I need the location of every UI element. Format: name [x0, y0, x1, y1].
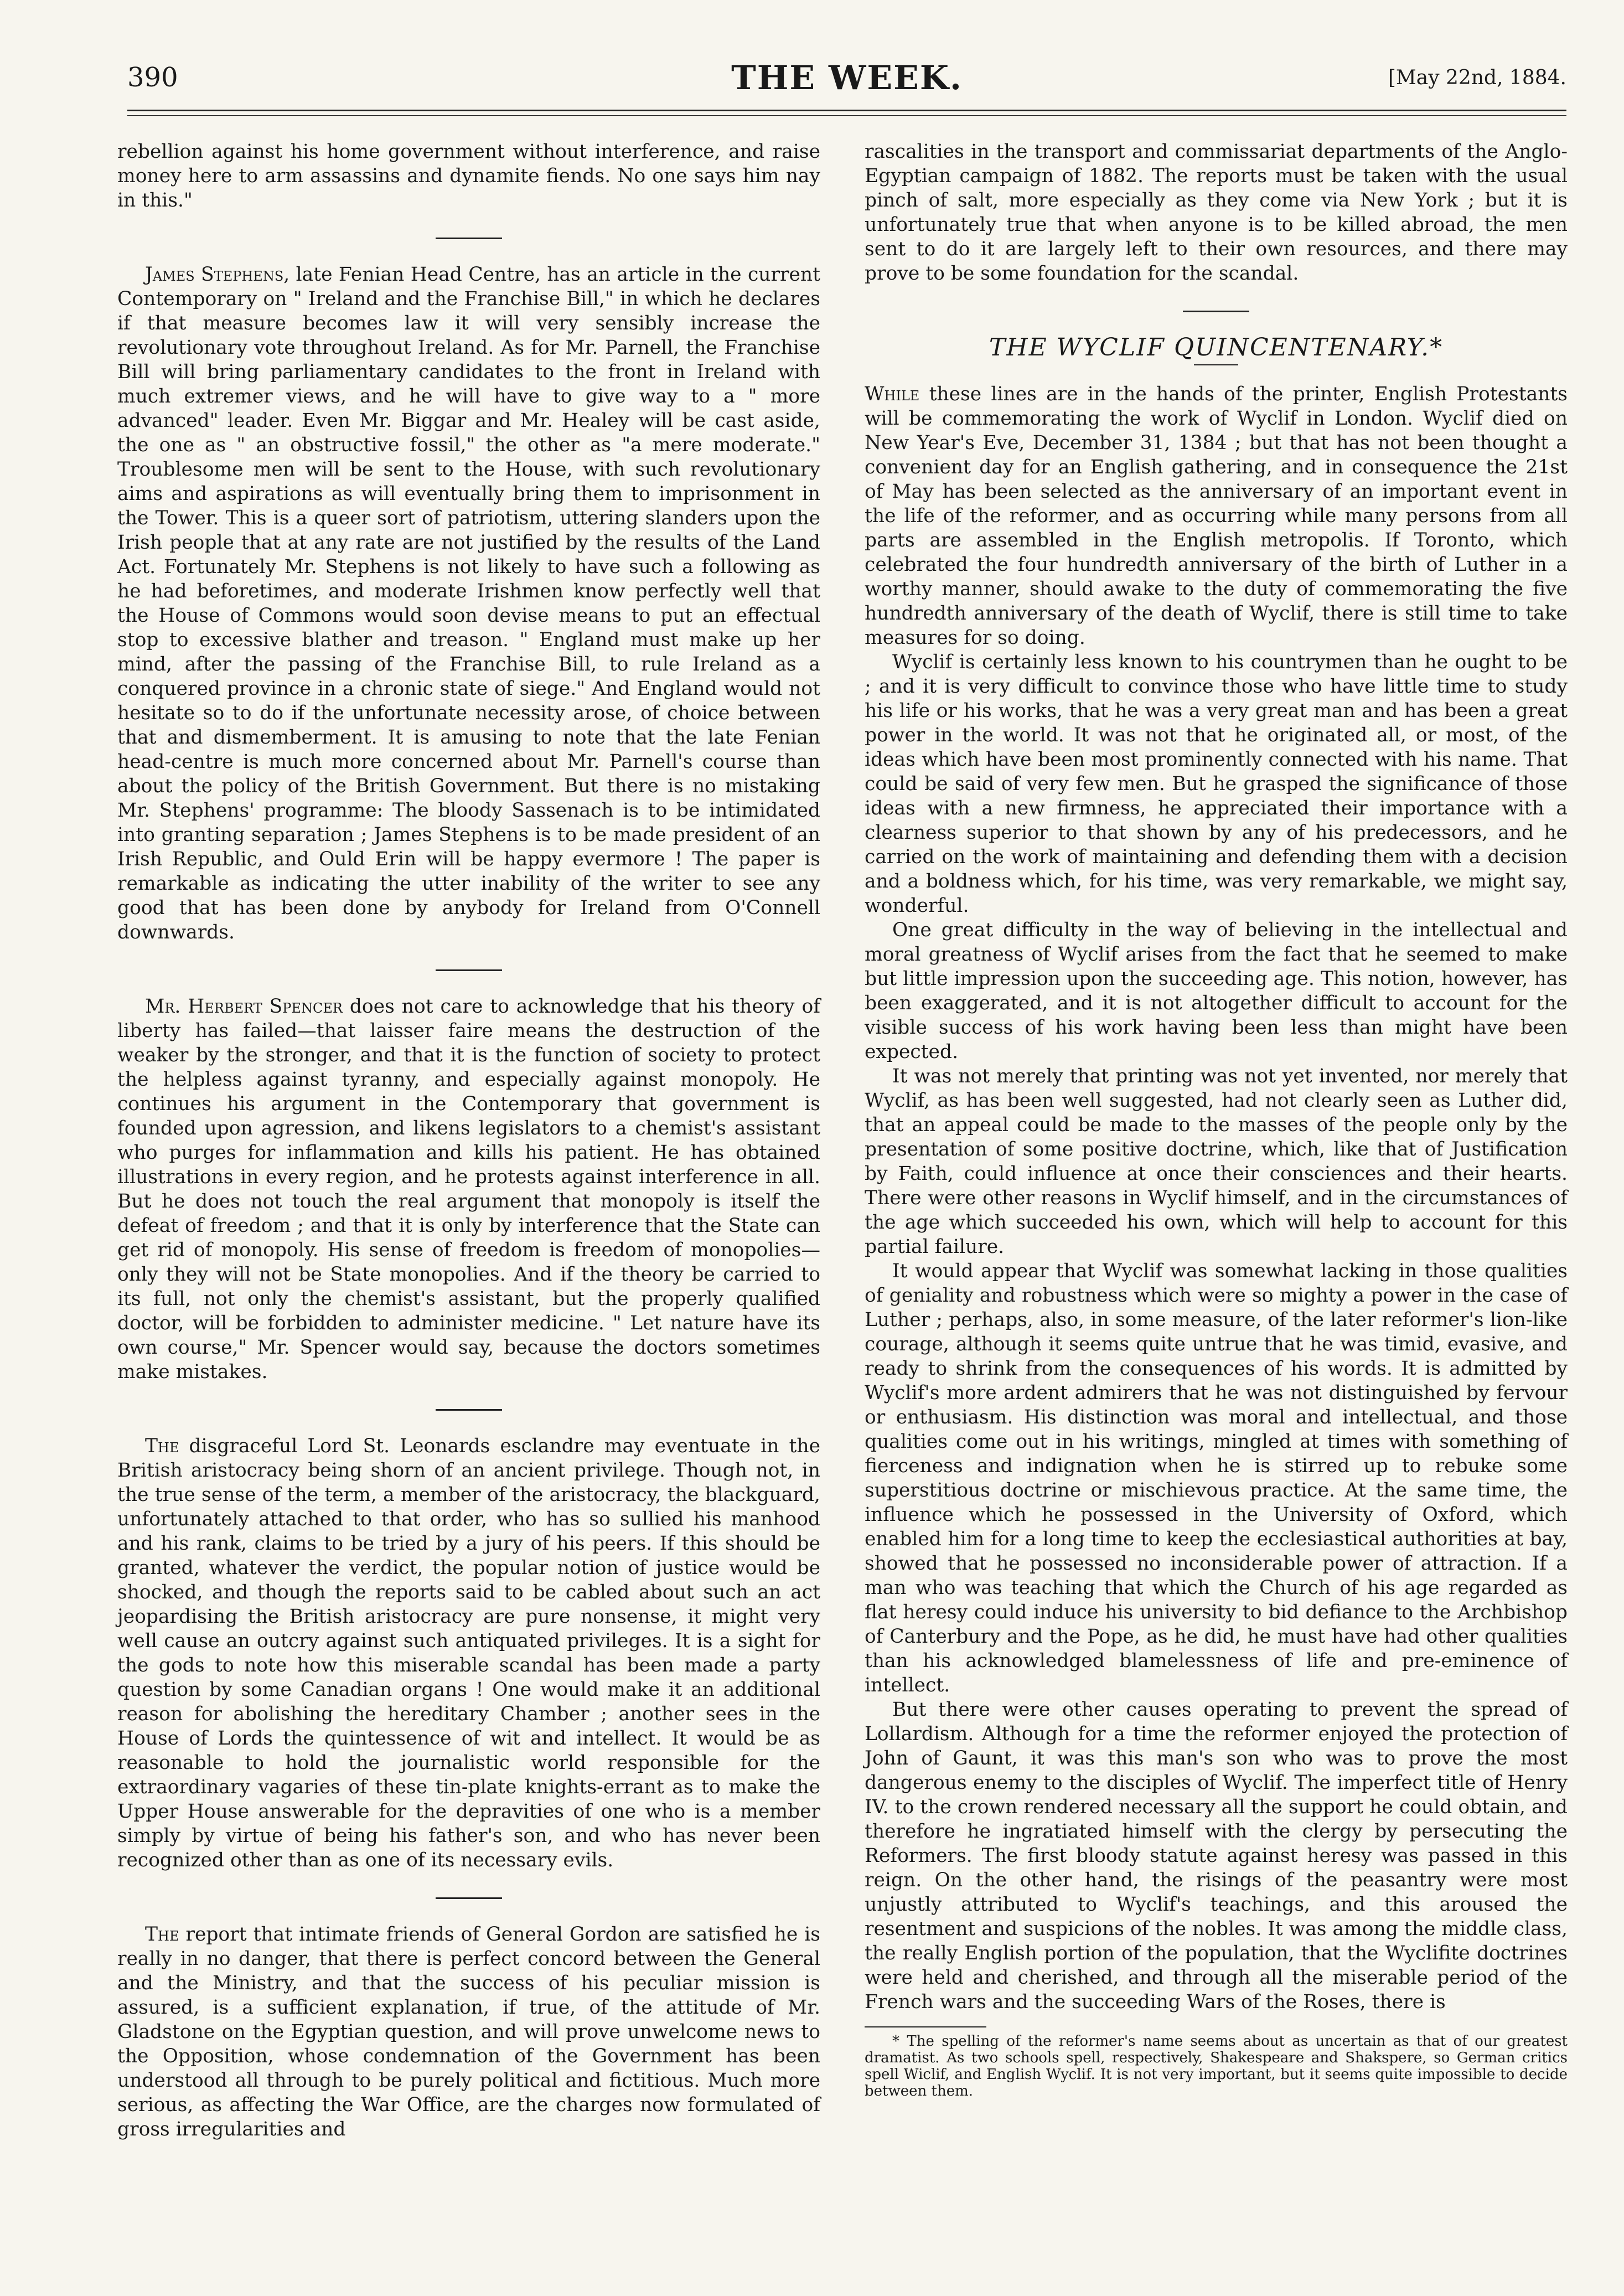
section-divider	[436, 1897, 502, 1899]
footnote: * The spelling of the reformer's name seems about as uncertain as that of our greatest dramatist. As two schools spell, respectively, Shakespeare and Shakspere, so German critics spell Wiclif, and English Wyclif. It is not very important, but it seems quite impossible to decide between them.	[865, 2033, 1568, 2099]
article-title: THE WYCLIF QUINCENTENARY.*	[989, 333, 1444, 362]
left-paragraph: rebellion against his home government without interference, and raise money here to arm assassins and dynamite fiends. No one says him nay in this."	[117, 141, 820, 211]
page-number: 390	[127, 62, 178, 93]
right-paragraph: One great difficulty in the way of believing in the intellectual and moral greatness of Wyclif arises from the fact that he seemed to make but little impression upon the succeeding age. This notion, however, has been exaggerated, and it is not altogether difficult to account for the visible success of his work having been less than might have been expected.	[865, 919, 1568, 1063]
lead-words: Mr. Herbert Spencer	[145, 995, 343, 1018]
right-paragraph: Wyclif is certainly less known to his countrymen than he ought to be ; and it is very difficult to convince those who have little time to study his life or his works, that he was a very great man and has been a great power in the world. It was not that he originated all, or most, of the ideas which have been most prominently connected with his name. That could be said of very few men. But he grasped the significance of those ideas with a new firmness, he appreciated their importance with a clearness superior to that shown by any of his predecessors, and he carried on the work of maintaining and defending them with a decision and a boldness which, for his time, was very remarkable, we might say, wonderful.	[865, 651, 1568, 917]
left-column	[117, 140, 820, 2142]
masthead: THE WEEK.	[731, 59, 963, 97]
paragraph-body: disgraceful Lord St. Leonards esclandre may eventuate in the British aristocracy being shorn of an ancient privilege. Though not, in the true sense of the term, a member of the aristocracy, the blackguard, unfortunately attached to that order, who has so sullied his manhood and his rank, claims to be tried by a jury of his peers. If this should be granted, whatever the verdict, the popular notion of justice would be shocked, and though the reports said to be cabled about such an act jeopardising the British aristocracy are pure nonsense, it might very well cause an outcry against such antiquated privileges. It is a sight for the gods to note how this miserable scandal has been made a party question by some Canadian organs ! One would make it an additional reason for abolishing the hereditary Chamber ; another sees in the House of Lords the quintessence of wit and intellect. It would be as reasonable to hold the journalistic world responsible for the extraordinary vagaries of these tin-plate knights-errant as to make the Upper House answerable for the depravities of one who is a member simply by virtue of being his father's son, and who has never been recognized other than as one of its necessary evils.	[117, 1435, 820, 1871]
right-paragraph: It was not merely that printing was not yet invented, nor merely that Wyclif, as has been well suggested, had not clearly seen as Luther did, that an appeal could be made to the masses of the people only by the presentation of some positive doctrine, which, like that of Justification by Faith, could influence at once their consciences and their hearts. There were other reasons in Wyclif himself, and in the circumstances of the age which succeeded his own, which will help to account for this partial failure.	[865, 1065, 1568, 1258]
dateline: [May 22nd, 1884.	[1388, 66, 1566, 89]
section-divider	[436, 969, 502, 971]
header-rule-thin	[127, 115, 1566, 116]
footnote-rule	[865, 2026, 986, 2027]
paragraph-body: does not care to acknowledge that his theory of liberty has failed—that laisser faire means the destruction of the weaker by the stronger, and that it is the function of society to protect the helpless against tyranny, and especially against monopoly. He continues his argument in the Contemporary that government is founded upon agression, and likens legislators to a chemist's assistant who purges for inflammation and kills his patient. He has obtained illustrations in every region, and he protests against interference in all. But he does not touch the real argument that monopoly is itself the defeat of freedom ; and that it is only by interference that the State can get rid of monopoly. His sense of freedom is freedom of monopolies—only they will not be State monopolies. And if the theory be carried to its full, not only the chemist's assistant, but the properly qualified doctor, will be forbidden to administer medicine. " Let nature have its own course," Mr. Spencer would say, because the doctors sometimes make mistakes.	[117, 995, 821, 1383]
section-divider	[436, 238, 502, 239]
title-rule	[1194, 364, 1238, 365]
left-paragraph	[117, 262, 820, 945]
header-rule	[127, 110, 1566, 111]
right-paragraph: It would appear that Wyclif was somewhat lacking in those qualities of geniality and robustness which were so mighty a power in the case of Luther ; perhaps, also, in some measure, of the later reformer's lion-like courage, although it seems quite untrue that he was timid, evasive, and ready to shrink from the consequences of his words. It is admitted by Wyclif's more ardent admirers that he was not distinguished by fervour or enthusiasm. His distinction was moral and intellectual, and those qualities come out in his writings, mingled at times with something of fierceness and indignation when he is stirred up to rebuke some superstitious doctrine or mischievous practice. At the same time, the influence which he possessed in the University of Oxford, which enabled him for a long time to keep the ecclesiastical authorities at bay, showed that he possessed no inconsiderable power of attraction. If a man who was teaching that which the Church of his age regarded as flat heresy could induce his university to bid defiance to the Archbishop of Canterbury and the Pope, as he did, he must have had other qualities than his acknowledged blamelessness of life and pre-eminence of intellect.	[865, 1260, 1568, 1696]
lead-words: The	[145, 1435, 179, 1457]
right-paragraph	[865, 382, 1568, 650]
left-paragraph	[117, 994, 820, 1384]
section-divider	[1183, 311, 1249, 312]
left-paragraph	[117, 1434, 820, 1872]
lead-words: While	[865, 383, 920, 405]
left-paragraph	[117, 1922, 820, 2142]
paragraph-body: report that intimate friends of General Gordon are satisfied he is really in no danger, that there is perfect concord between the General and the Ministry, and that the success of his peculiar mission is assured, is a sufficient explanation, if true, of the attitude of Mr. Gladstone on the Egyptian question, and will prove unwelcome news to the Opposition, whose condemnation of the Government has been understood all through to be purely political and fictitious. Much more serious, as affecting the War Office, are the charges now formulated of gross irregularities and	[117, 1923, 820, 2140]
right-column	[865, 140, 1568, 2099]
page-header	[127, 59, 1566, 112]
paragraph-body: late Fenian Head Centre, has an article in the current Contemporary on " Ireland and the Franchise Bill," in which he declares if that measure becomes law it will very sensibly increase the revolutionary vote throughout Ireland. As for Mr. Parnell, the Franchise Bill will bring parliamentary candidates to the front in Ireland with much extremer views, and he will have to give way to a " more advanced" leader. Even Mr. Biggar and Mr. Healey will be cast aside, the one as " an obstructive fossil," the other as "a mere moderate." Troublesome men will be sent to the House, with such revolutionary aims and aspirations as will eventually bring them to imprisonment in the Tower. This is a queer sort of patriotism, uttering slanders upon the Irish people that at any rate are not justified by the results of the Land Act. Fortunately Mr. Stephens is not likely to have such a following as he had beforetimes, and moderate Irishmen know perfectly well that the House of Commons would soon devise means to put an effectual stop to excessive blather and treason. " England must make up her mind, after the passing of the Franchise Bill, to rule Ireland as a conquered province in a chronic state of siege." And England would not hesitate so to do if the unfortunate necessity arose, of choice between that and dismemberment. It is amusing to note that the late Fenian head-centre is much more concerned about Mr. Parnell's course than about the policy of the British Government. But there is no mistaking Mr. Stephens' programme: The bloody Sassenach is to be intimidated into granting separation ; James Stephens is to be made president of an Irish Republic, and Ould Erin will be happy evermore ! The paper is remarkable as indicating the utter inability of the writer to see any good that has been done by anybody for Ireland from O'Connell downwards.	[117, 264, 820, 943]
paragraph-body: these lines are in the hands of the printer, English Protestants will be commemorating the work of Wyclif in London. Wyclif died on New Year's Eve, December 31, 1384 ; but that has not been thought a convenient day for an English gathering, and in consequence the 21st of May has been selected as the anniversary of an important event in the life of the reformer, and as occurring while many persons from all parts are assembled in the English metropolis. If Toronto, which celebrated the four hundredth anniversary of the birth of Luther in a worthy manner, should awake to the duty of commemorating the five hundredth anniversary of the death of Wyclif, there is still time to take measures for so doing.	[865, 383, 1568, 649]
right-paragraph: rascalities in the transport and commissariat departments of the Anglo-Egyptian campaign of 1882. The reports must be taken with the usual pinch of salt, more especially as they come via New York ; but it is unfortunately true that when anyone is to be killed abroad, the men sent to do it are largely left to their own resources, and there may prove to be some foundation for the scandal.	[865, 141, 1568, 285]
right-paragraph: But there were other causes operating to prevent the spread of Lollardism. Although for a time the reformer enjoyed the protection of John of Gaunt, it was this man's son who was to prove the most dangerous enemy to the disciples of Wyclif. The imperfect title of Henry IV. to the crown rendered necessary all the support he could obtain, and therefore he ingratiated himself with the clergy by persecuting the Reformers. The first bloody statute against heresy was passed in this reign. On the other hand, the risings of the peasantry were most unjustly attributed to Wyclif's teachings, and this aroused the resentment and suspicions of the nobles. It was among the middle class, the really English portion of the population, that the Wyclifite doctrines were held and cherished, and through all the miserable period of the French wars and the succeeding Wars of the Roses, there is	[865, 1699, 1568, 2013]
lead-words: The	[145, 1923, 179, 1946]
lead-words: James Stephens,	[145, 264, 290, 286]
section-divider	[436, 1409, 502, 1411]
